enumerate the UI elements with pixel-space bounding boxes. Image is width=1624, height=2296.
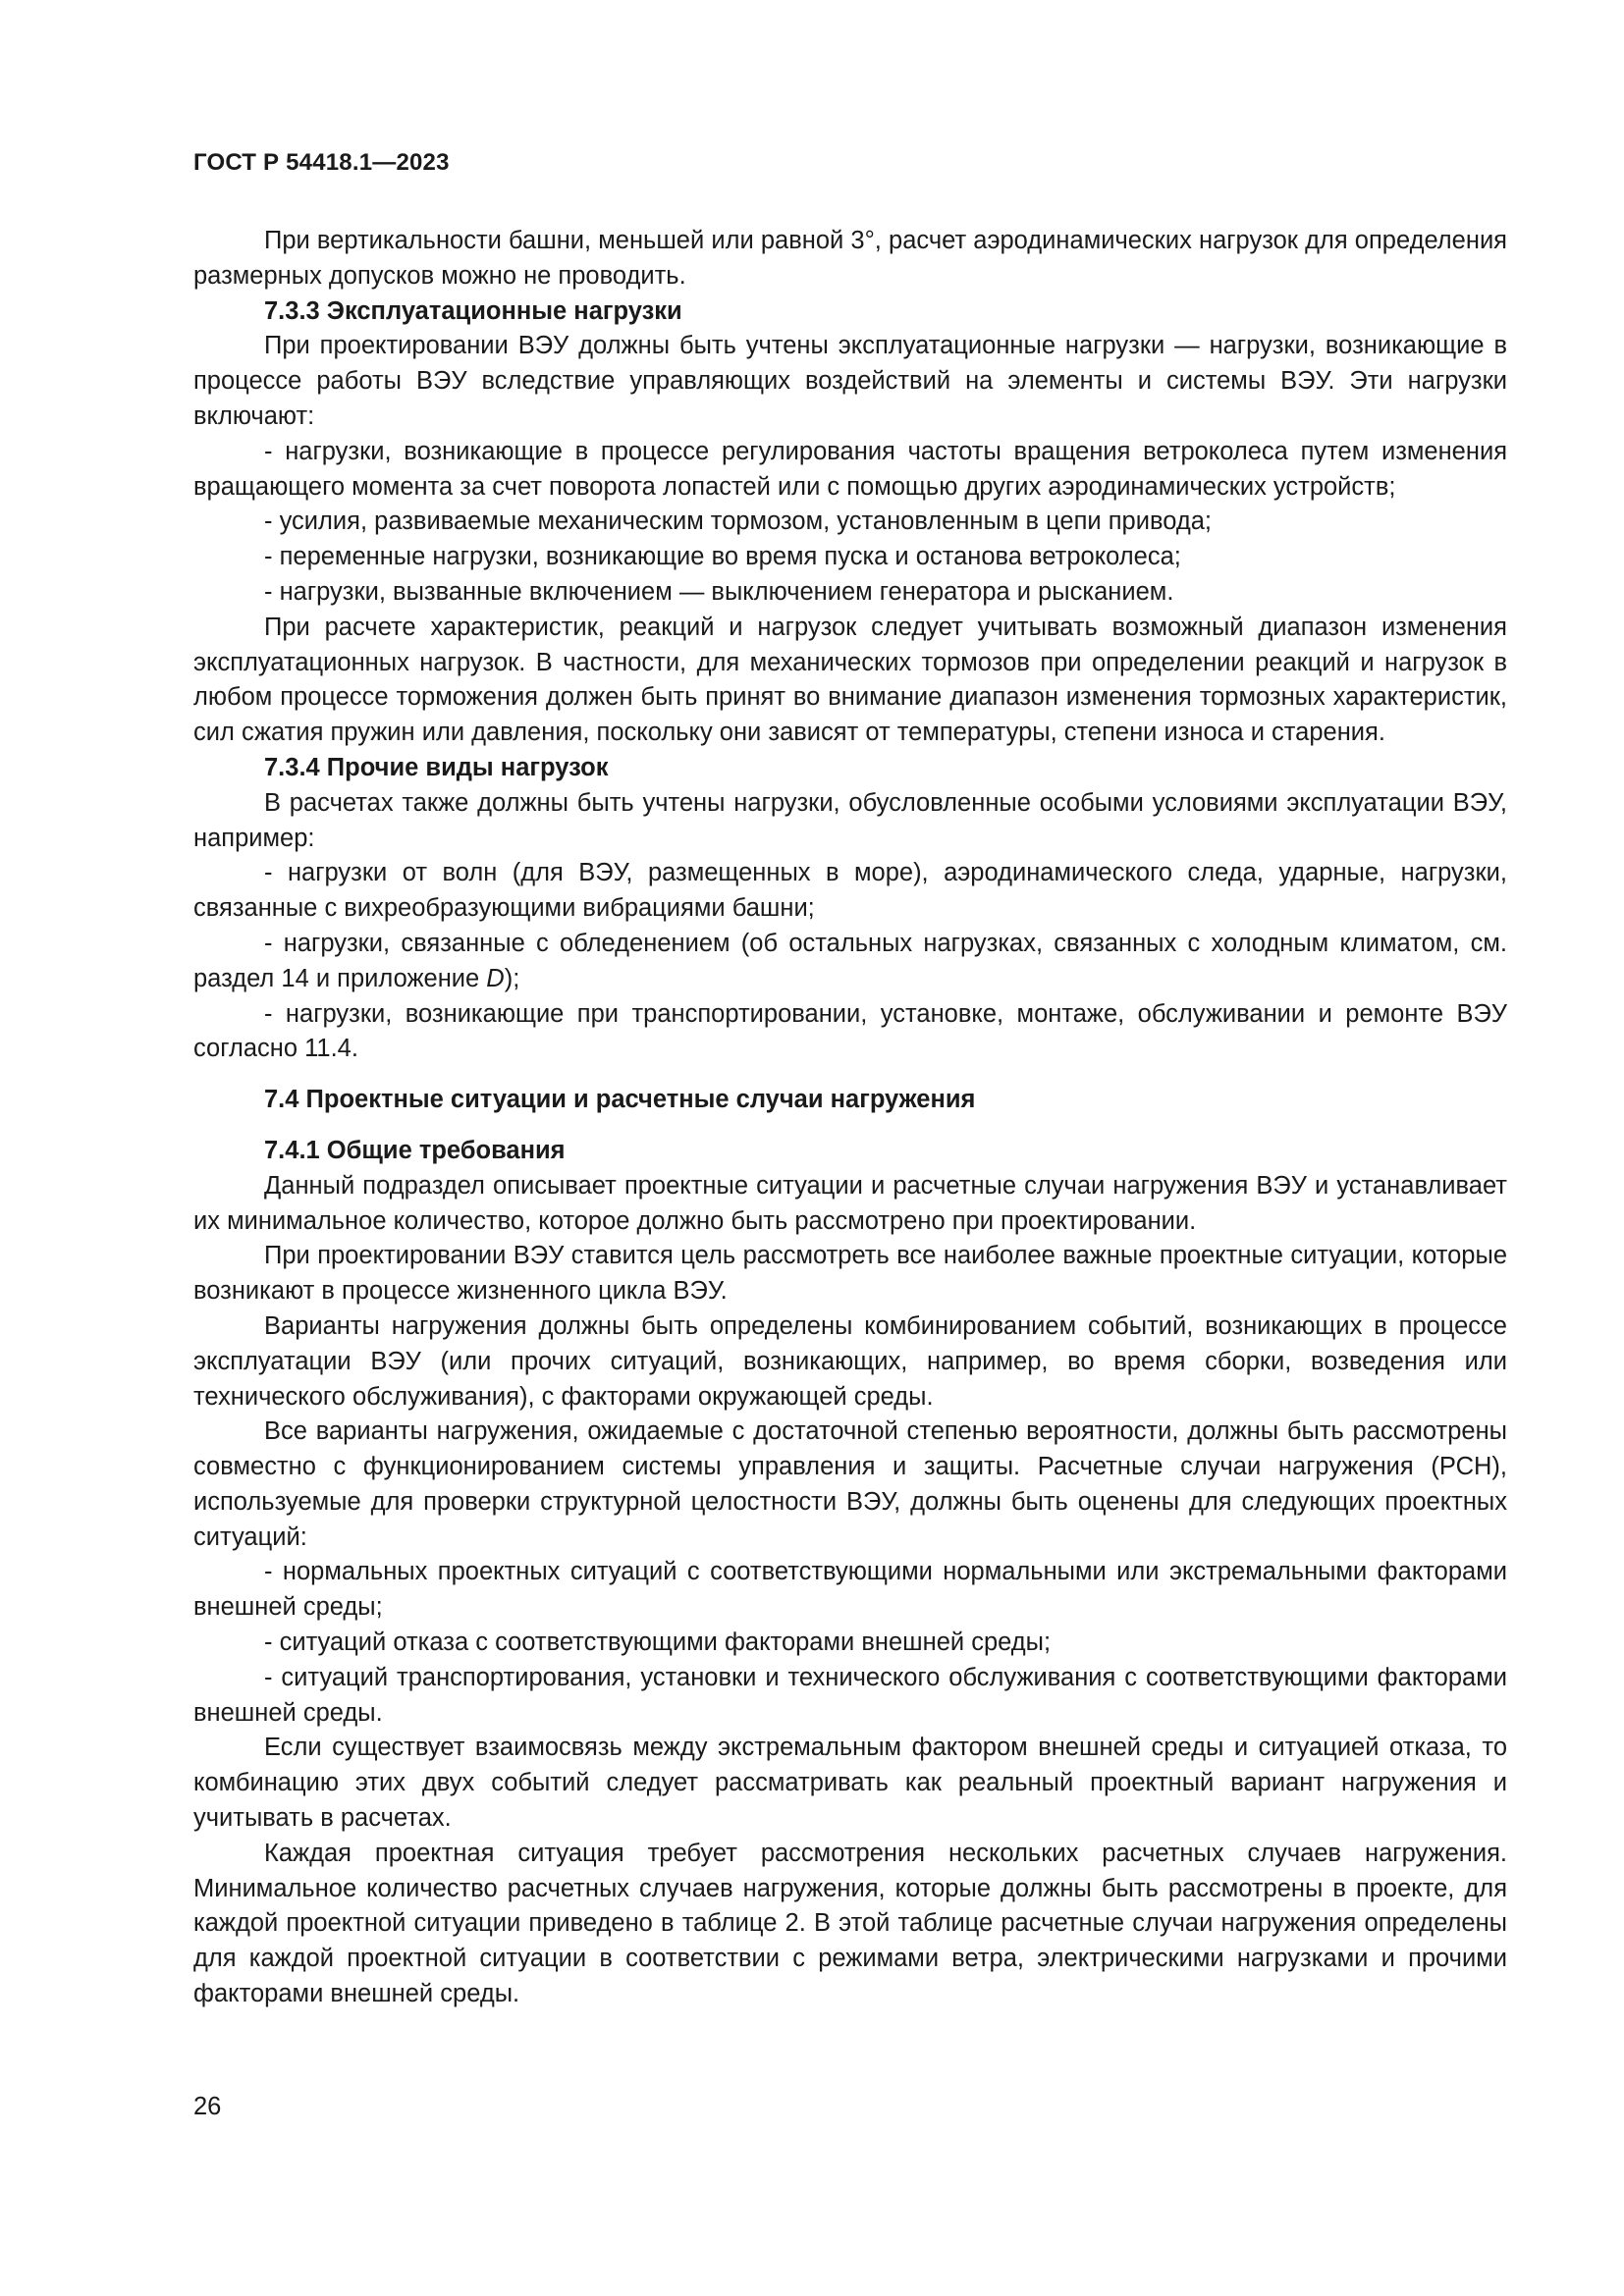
list-item: - нагрузки от волн (для ВЭУ, размещенных в море), аэродинамического следа, ударные, нагрузки, связанные с вихреобразующими вибрациями башни; — [193, 859, 1507, 923]
paragraph: Варианты нагружения должны быть определены комбинированием событий, возникающих в процессе эксплуатации ВЭУ (или прочих ситуаций, возникающих, например, во время сборки, возведения или технического обслуживания), с факторами окружающей среды. — [193, 1311, 1507, 1411]
list-item: - ситуаций транспортирования, установки и технического обслуживания с соответствующими факторами внешней среды. — [193, 1663, 1507, 1727]
paragraph: При расчете характеристик, реакций и нагрузок следует учитывать возможный диапазон изменения эксплуатационных нагрузок. В частности, для механических тормозов при определении реакций и нагрузок в любом процессе торможения должен быть принят во внимание диапазон изменения тормозных характеристик, сил сжатия пружин или давления, поскольку они зависят от температуры, степени износа и старения. — [193, 613, 1507, 747]
standard-header: ГОСТ Р 54418.1—2023 — [193, 149, 450, 176]
section-heading-7-3-3: 7.3.3 Эксплуатационные нагрузки — [264, 296, 682, 325]
paragraph: Если существует взаимосвязь между экстремальным фактором внешней среды и ситуацией отказа, то комбинацию этих двух событий следует рассматривать как реальный проектный вариант нагружения и учитывать в расчетах. — [193, 1734, 1507, 1833]
list-item: - усилия, развиваемые механическим тормозом, установленным в цепи привода; — [264, 507, 1212, 536]
list-item-text-end: ); — [504, 964, 520, 992]
list-item: - ситуаций отказа с соответствующими факторами внешней среды; — [264, 1629, 1052, 1657]
section-heading-7-4: 7.4 Проектные ситуации и расчетные случаи нагружения — [264, 1086, 976, 1114]
paragraph: При проектировании ВЭУ должны быть учтены эксплуатационные нагрузки — нагрузки, возникающие в процессе работы ВЭУ вследствие управляющих воздействий на элементы и системы ВЭУ. Эти нагрузки включают: — [193, 332, 1507, 430]
paragraph: Данный подраздел описывает проектные ситуации и расчетные случаи нагружения ВЭУ и устанавливает их минимальное количество, которое должно быть рассмотрено при проектировании. — [193, 1171, 1507, 1235]
list-item — [193, 927, 1507, 997]
section-heading-7-3-4: 7.3.4 Прочие виды нагрузок — [264, 753, 609, 781]
paragraph: При проектировании ВЭУ ставится цель рассмотреть все наиболее важные проектные ситуации, которые возникают в процессе жизненного цикла ВЭУ. — [193, 1242, 1507, 1306]
section-heading-7-4-1: 7.4.1 Общие требования — [264, 1136, 566, 1164]
list-item: - нагрузки, возникающие при транспортировании, установке, монтаже, обслуживании и ремонте ВЭУ согласно 11.4. — [193, 999, 1507, 1063]
list-item: - нагрузки, возникающие в процессе регулирования частоты вращения ветроколеса путем изменения вращающего момента за счет поворота лопастей или с помощью других аэродинамических устройств; — [193, 437, 1507, 501]
appendix-letter: D — [486, 964, 505, 992]
page-number: 26 — [193, 2093, 222, 2120]
paragraph: Все варианты нагружения, ожидаемые с достаточной степенью вероятности, должны быть рассмотрены совместно с функционированием системы управления и защиты. Расчетные случаи нагружения (РСН), используемые для проверки структурной целостности ВЭУ, должны быть оценены для следующих проектных ситуаций: — [193, 1417, 1507, 1551]
paragraph: При вертикальности башни, меньшей или равной 3°, расчет аэродинамических нагрузок для определения размерных допусков можно не проводить. — [193, 227, 1507, 290]
paragraph: Каждая проектная ситуация требует рассмотрения нескольких расчетных случаев нагружения. Минимальное количество расчетных случаев нагружения, которые должны быть рассмотрены в проекте, для каждой проектной ситуации приведено в таблице 2. В этой таблице расчетные случаи нагружения определены для каждой проектной ситуации в соответствии с режимами ветра, электрическими нагрузками и прочими факторами внешней среды. — [193, 1839, 1507, 2008]
list-item-text: - нагрузки, связанные с обледенением (об остальных нагрузках, связанных с холодным климатом, см. раздел 14 и приложение — [193, 929, 1507, 992]
list-item: - нормальных проектных ситуаций с соответствующими нормальными или экстремальными факторами внешней среды; — [193, 1558, 1507, 1622]
list-item: - переменные нагрузки, возникающие во время пуска и останова ветроколеса; — [264, 543, 1181, 571]
paragraph: В расчетах также должны быть учтены нагрузки, обусловленные особыми условиями эксплуатации ВЭУ, например: — [193, 788, 1507, 852]
document-body — [193, 224, 1507, 2012]
list-item: - нагрузки, вызванные включением — выключением генератора и рысканием. — [264, 577, 1174, 606]
